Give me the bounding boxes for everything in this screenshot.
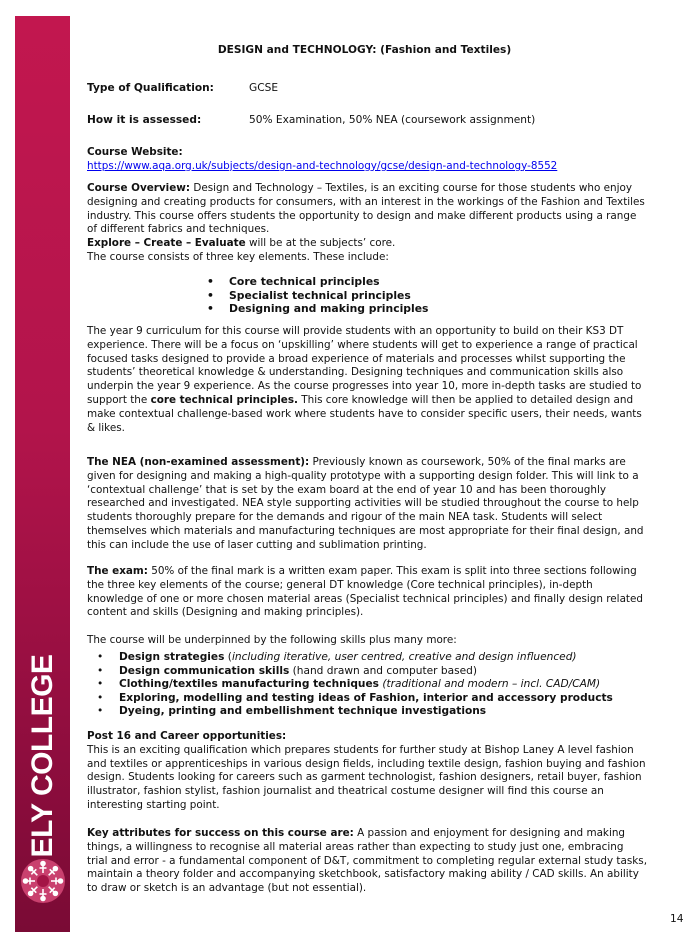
skill-bold: Dyeing, printing and embellishment technique investigations xyxy=(119,705,487,718)
key-attributes-section xyxy=(87,827,647,896)
skills-intro xyxy=(87,634,647,648)
course-overview-paragraph xyxy=(87,182,647,237)
page-title: DESIGN and TECHNOLOGY: (Fashion and Textiles) xyxy=(217,44,512,56)
list-item: • Designing and making principles xyxy=(229,302,428,316)
post16-text: This is an exciting qualification which prepares students for further study at Bishop Laney A level fashion and textiles or apprenticeships in various design fields, including textile design, fashion buying and fashion design. Students looking for careers such as garment technologist, fashion designers, retail buyer, fashion illustrator, fashion stylist, fashion journalist and theatrical costume designer will find this course an interesting starting point. xyxy=(87,743,646,811)
course-overview-heading: Course Overview: xyxy=(87,182,191,194)
assessment-value: 50% Examination, 50% NEA (coursework assignment) xyxy=(249,114,536,126)
skill-rest: (hand drawn and computer based) xyxy=(289,664,477,677)
course-overview-text: Design and Technology – Textiles, is an exciting course for those students who enjoy designing and creating products for consumers, with an interest in the workings of the Fashion and Textiles industry. This course offers students the opportunity to design and make different products using a range of different fabrics and techniques. xyxy=(87,182,645,236)
key-attributes-text: A passion and enjoyment for designing and making things, a willingness to recognise all material areas rather than expecting to study just one, embracing trial and error - a fundamental component of D&T, commitment to completing regular external study tasks, maintain a theory folder and accompanying sketchbook, satisfactory making ability / CAD skills. An ability to draw or sketch is an advantage (but not essential). xyxy=(87,827,648,895)
list-item xyxy=(119,665,613,679)
list-item xyxy=(119,651,613,665)
motto-rest: will be at the subjects’ core. xyxy=(245,237,396,250)
exam-paragraph xyxy=(87,565,647,620)
post16-heading: Post 16 and Career opportunities: xyxy=(87,730,287,742)
course-website-section xyxy=(87,146,647,174)
key-elements-list xyxy=(229,275,428,316)
nea-paragraph xyxy=(87,456,647,553)
page-number: 14 xyxy=(670,913,683,925)
year9-section xyxy=(87,325,647,435)
exam-section xyxy=(87,565,647,620)
qualification-label: Type of Qualification: xyxy=(87,82,214,94)
list-item xyxy=(119,678,613,692)
qualification-row xyxy=(87,82,278,96)
key-attributes-paragraph xyxy=(87,827,647,896)
elements-intro: The course consists of three key elements. These include: xyxy=(87,250,389,263)
skills-intro-text: The course will be underpinned by the following skills plus many more: xyxy=(87,634,457,646)
course-website-label: Course Website: xyxy=(87,146,183,158)
list-item: • Core technical principles xyxy=(229,275,428,289)
nea-text: Previously known as coursework, 50% of the final marks are given for designing and making a high-quality prototype with a supporting design folder. This will link to a ‘contextual challenge’ that is set by the exam board at the end of year 10 and has been thoroughly researched and investigated. NEA style supporting activities will be studied throughout the course to help students thoroughly prepare for the demands and rigour of the main NEA task. Students will select themselves which materials and manufacturing techniques are most appropriate for their final design, and this can include the use of laser cutting and sublimation printing. xyxy=(87,456,644,551)
skill-bold: Design communication skills xyxy=(119,664,290,677)
circle-of-people-icon xyxy=(20,858,66,904)
course-overview-section xyxy=(87,182,647,265)
skill-bold: Clothing/textiles manufacturing techniques xyxy=(119,678,379,691)
motto-bold: Explore – Create – Evaluate xyxy=(87,237,246,250)
list-item xyxy=(119,705,613,719)
list-item: • Specialist technical principles xyxy=(229,289,428,303)
course-website-link[interactable]: https://www.aqa.org.uk/subjects/design-and-technology/gcse/design-and-technology-8552 xyxy=(87,159,558,172)
college-name: ELY COLLEGE xyxy=(25,654,59,857)
year9-paragraph xyxy=(87,325,647,435)
year9-text-a: The year 9 curriculum for this course will provide students with an opportunity to build on their KS3 DT experience. There will be a focus on ‘upskilling’ where students will get to experience a range of practical focused tasks designed to provide a broad experience of materials and processes whilst supporting the students’ theoretical knowledge & understanding. Designing techniques and communication skills also underpin the year 9 experience. As the course progresses into year 10, more in-depth tasks are studied to support the xyxy=(87,325,642,406)
skills-list xyxy=(119,651,613,719)
exam-text: 50% of the final mark is a written exam paper. This exam is split into three sections following the three key elements of the course; general DT knowledge (Core technical principles), in-depth knowledge of one or more chosen material areas (Specialist technical principles) and finally design related content and skills (Designing and making principles). xyxy=(87,565,643,619)
skill-rest: ( xyxy=(224,651,232,663)
exam-heading: The exam: xyxy=(87,565,148,577)
motto-line xyxy=(87,237,647,251)
nea-heading: The NEA (non-examined assessment): xyxy=(87,456,310,468)
skill-italic: including iterative, user centred, creative and design influenced) xyxy=(231,651,577,663)
skill-bold: Design strategies xyxy=(119,651,225,663)
assessment-label: How it is assessed: xyxy=(87,114,202,126)
college-wordmark xyxy=(15,654,70,857)
skill-italic: (traditional and modern – incl. CAD/CAM) xyxy=(382,678,601,691)
key-attributes-heading: Key attributes for success on this course are: xyxy=(87,827,354,839)
assessment-row xyxy=(87,114,535,128)
qualification-value: GCSE xyxy=(249,82,279,94)
year9-text-b: This core knowledge will then be applied to detailed design and make contextual challenge-based work where students have to consider specific users, their needs, wants & likes. xyxy=(87,393,642,434)
nea-section xyxy=(87,456,647,553)
post16-section xyxy=(87,730,647,813)
list-item xyxy=(119,692,613,706)
year9-text-bold: core technical principles. xyxy=(150,393,298,406)
skill-bold: Exploring, modelling and testing ideas of Fashion, interior and accessory products xyxy=(119,691,613,704)
